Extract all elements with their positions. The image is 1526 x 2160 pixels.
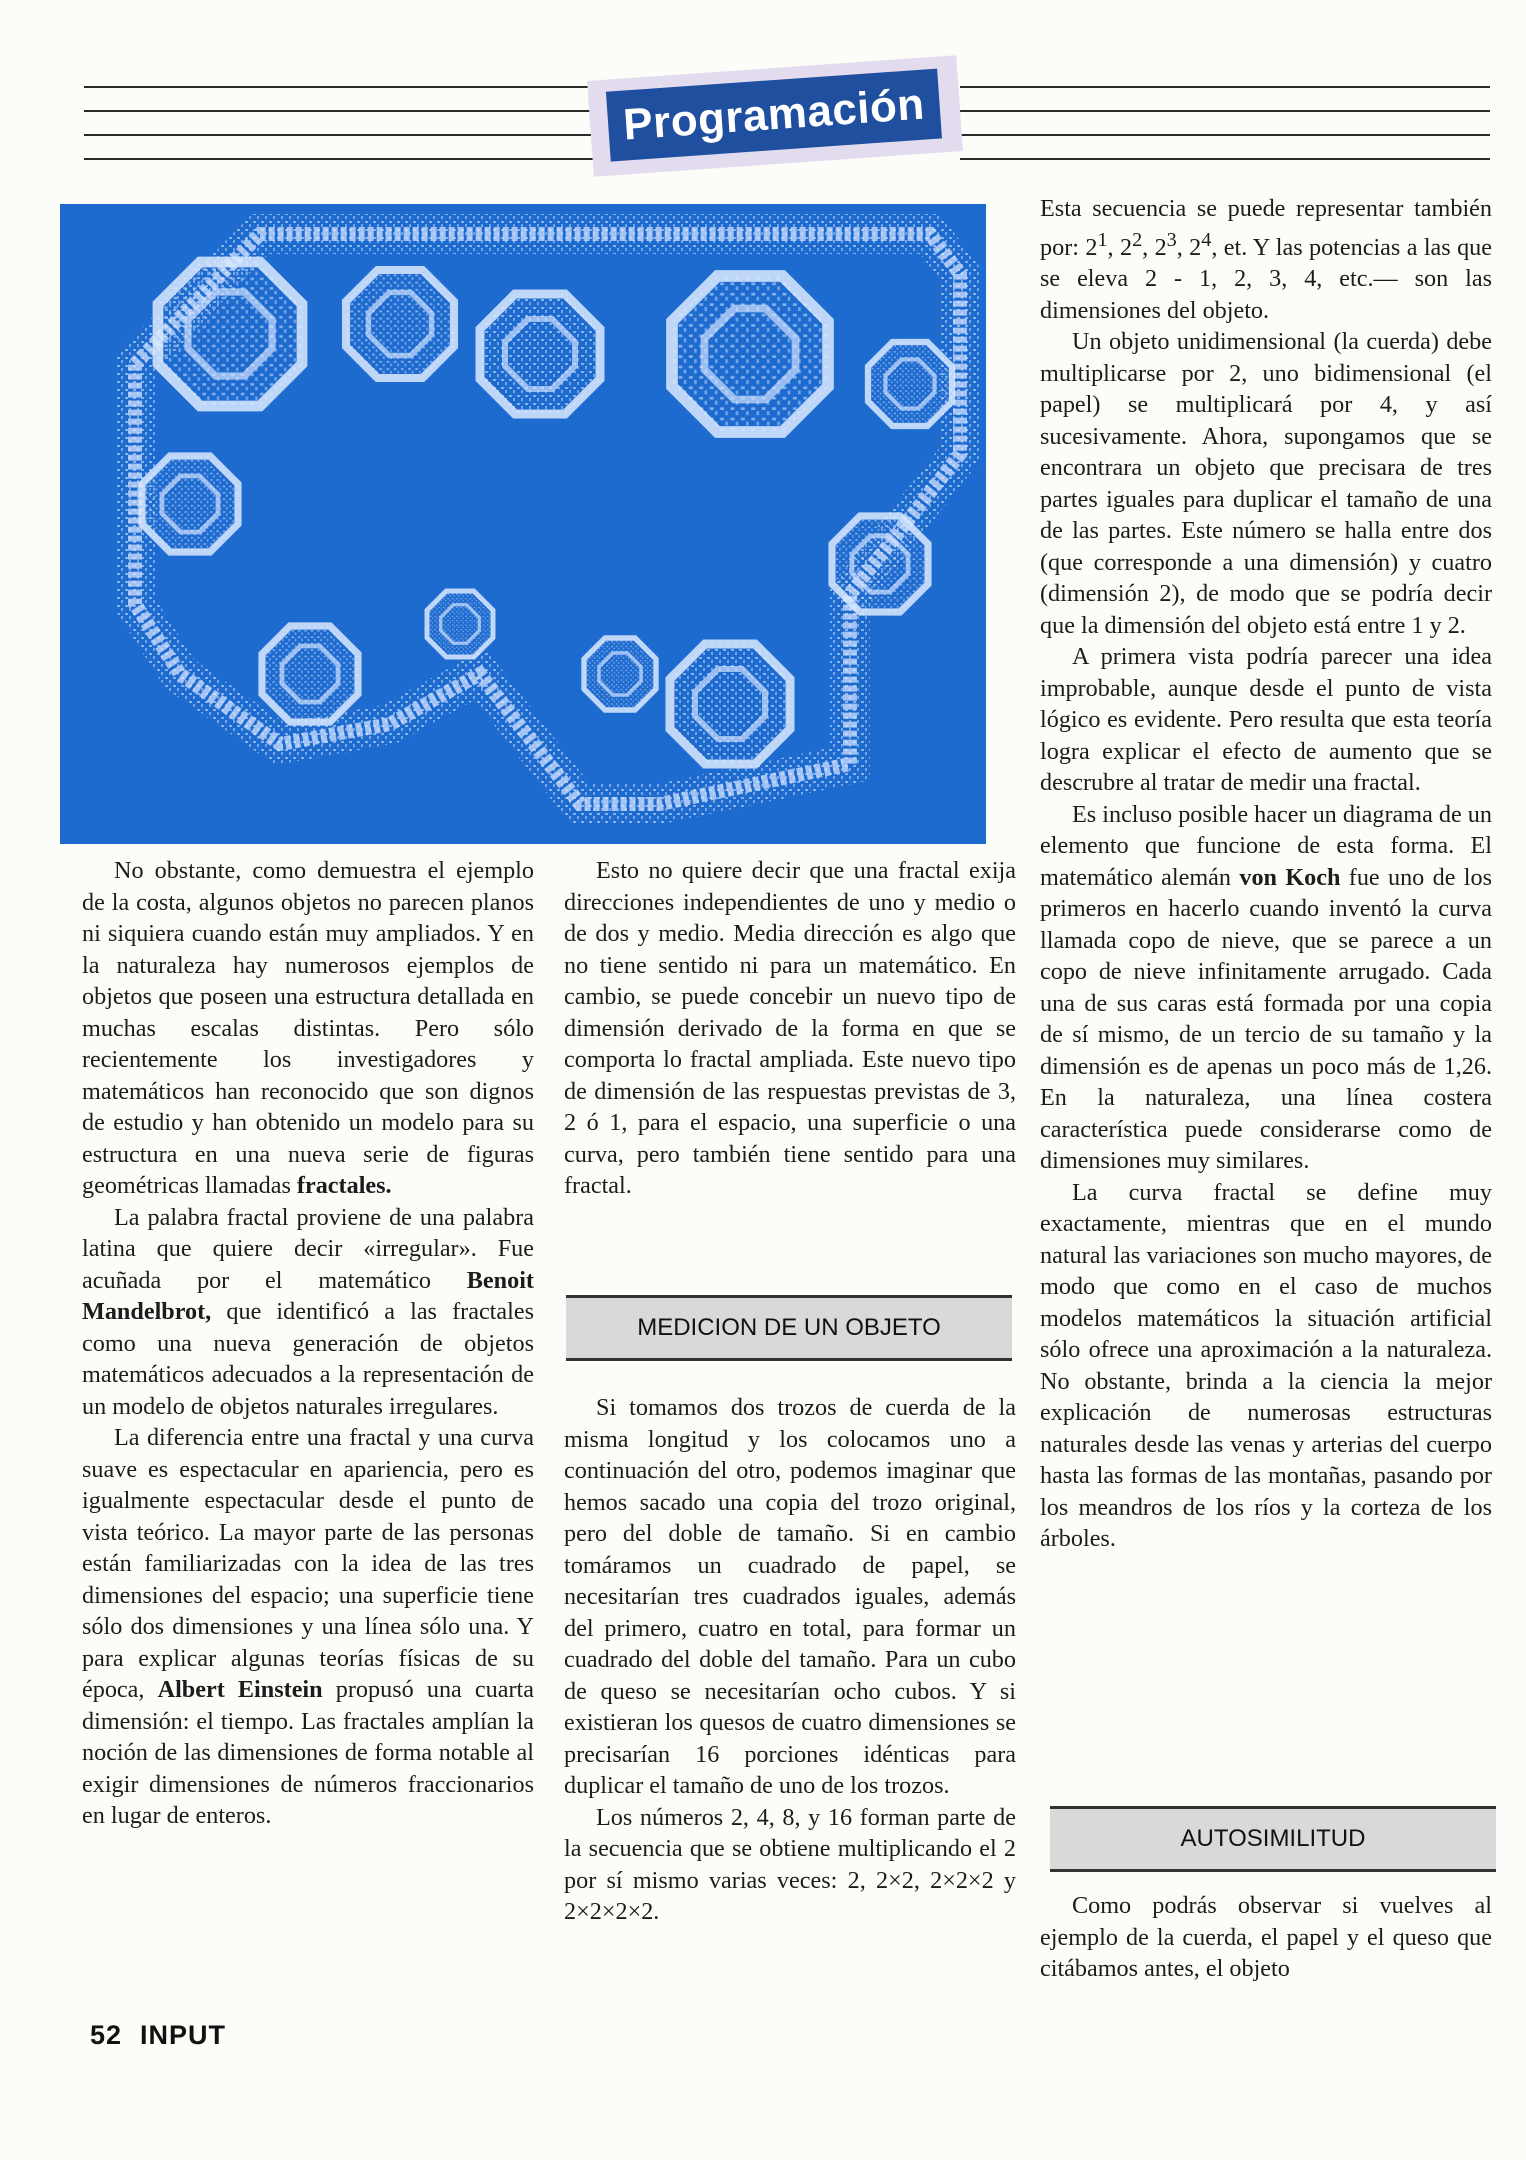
- header-rule: [84, 110, 614, 112]
- page-number: 52: [90, 2020, 123, 2050]
- bold-name: von Koch: [1239, 863, 1341, 891]
- paragraph-text: fue uno de los primeros en hacerlo cuando inventó la curva llamada copo de nieve, que se parece a un copo de nieve infinitamente arrugado. Cada una de sus caras está formada por una copia de sí mismo, de un tercio de su tamaño y la dimensión es de apenas un poco más de 1,26. En la naturaleza, una línea costera característica puede considerarse como de dimensiones muy similares.: [1040, 863, 1492, 1175]
- bold-term: fractales.: [296, 1172, 392, 1199]
- paragraph: Un objeto unidimensional (la cuerda) debe multiplicarse por 2, uno bidimensional (el papel) se multiplicará por 4, y así sucesivamente. Ahora, supongamos que se encontrara un objeto que precisara de tres partes iguales para duplicar el tamaño de una de las partes. Este número se halla entre dos (que corresponde a una dimensión) y cuatro (dimensión 2), de modo que se podría decir que la dimensión del objeto está entre 1 y 2.: [1040, 328, 1492, 639]
- header-rule: [84, 86, 614, 88]
- section-heading-autosimilitud: [1050, 1806, 1496, 1872]
- paragraph-text: No obstante, como demuestra el ejemplo de la costa, algunos objetos no parecen planos ni siquiera cuando están muy ampliados. Y en la naturaleza hay numerosos ejemplos de objetos que poseen una estructura detallada en muchas escalas distintas. Pero sólo recientemente los investigadores y matemáticos han reconocido que son dignos de estudio y han obtenido un modelo para su estructura en una nueva serie de figuras geométricas llamadas: [82, 857, 534, 1199]
- paragraph-text: La diferencia entre una fractal y una curva suave es espectacular en apariencia, pero es igualmente espectacular desde el punto de vista teórico. La mayor parte de las personas están familiarizadas con la idea de las tres dimensiones del espacio; una superficie tiene sólo dos dimensiones y una línea sólo una. Y para explicar algunas teorías físicas de su época,: [82, 1424, 534, 1703]
- paragraph: [82, 855, 534, 1202]
- paragraph-text: , 2: [1107, 233, 1133, 261]
- paragraph: [1040, 193, 1492, 326]
- paragraph-text: propusó una cuarta dimensión: el tiempo. Las fractales amplían la noción de las dimensiones de forma notable al exigir dimensiones de números fraccionarios en lugar de enteros.: [82, 1676, 535, 1829]
- paragraph: Como podrás observar si vuelves al ejemplo de la cuerda, el papel y el queso que citábamos antes, el objeto: [1040, 1892, 1492, 1982]
- paragraph-text: , et. Y las potencias a las que se eleva 2 - 1, 2, 3, 4, etc.— son las dimensiones del objeto.: [1040, 233, 1493, 324]
- paragraph-text: Es incluso posible hacer un diagrama de un elemento que funcione de esta forma. El matemático alemán: [1040, 800, 1492, 891]
- header-rule: [960, 110, 1490, 112]
- header-rule: [84, 134, 614, 136]
- section-heading-text: MEDICION DE UN OBJETO: [637, 1314, 941, 1341]
- column-middle-top: [564, 855, 1016, 1202]
- paragraph: La curva fractal se define muy exactamente, mientras que en el mundo natural las variaciones son mucho mayores, de modo que como en el caso de muchos modelos matemáticos la situación artificial sólo ofrece una aproximación a la naturaleza. No obstante, brinda a la ciencia la mejor explicación de numerosas estructuras naturales desde las venas y arterias del cuerpo hasta las formas de las montañas, pasando por los meandros de los ríos y la corteza de los árboles.: [1040, 1178, 1492, 1553]
- paragraph-text: , 2: [1176, 233, 1202, 261]
- paragraph: [82, 1202, 534, 1423]
- paragraph-text: Esta secuencia se puede representar también por: 2: [1040, 195, 1492, 261]
- paragraph-text: La palabra fractal proviene de una palabra latina que quiere decir «irregular». Fue acuñada por el matemático: [82, 1203, 534, 1294]
- page-footer: [90, 2020, 244, 2051]
- exponent: 1: [1097, 228, 1108, 251]
- header-rule: [960, 134, 1490, 136]
- section-heading-text: AUTOSIMILITUD: [1180, 1825, 1366, 1852]
- bold-name: Albert Einstein: [157, 1676, 323, 1703]
- header-rule: [960, 86, 1490, 88]
- header-rule: [960, 158, 1490, 160]
- magazine-name: INPUT: [140, 2020, 227, 2050]
- paragraph: [82, 1422, 534, 1832]
- koch-fractal-illustration: [60, 204, 986, 844]
- section-heading-medicion: [566, 1295, 1012, 1361]
- column-right: [1040, 193, 1492, 1555]
- bold-name: Benoit Mandelbrot,: [82, 1266, 534, 1325]
- section-banner-label: [606, 69, 942, 162]
- paragraph: [1040, 799, 1492, 1177]
- exponent: 4: [1201, 228, 1212, 251]
- paragraph: A primera vista podría parecer una idea improbable, aunque desde el punto de vista lógico es evidente. Pero resulta que esta teoría logra explicar el efecto de aumento que se descrubre al tratar de medir una fractal.: [1040, 643, 1492, 797]
- paragraph-text: que identificó a las fractales como una nueva generación de objetos matemáticos adecuados a la representación de un modelo de objetos naturales irregulares.: [82, 1298, 535, 1420]
- exponent: 2: [1132, 228, 1143, 251]
- section-title: Programación: [621, 79, 927, 150]
- paragraph: Esto no quiere decir que una fractal exija direcciones independientes de uno y medio o de dos y medio. Media dirección es algo que no tiene sentido ni para un matemático. En cambio, se puede concebir un nuevo tipo de dimensión derivado de la forma en que se comporta lo fractal ampliada. Este nuevo tipo de dimensión de las respuestas previstas de 3, 2 ó 1, para el espacio, una superficie o una curva, pero también tiene sentido para una fractal.: [564, 857, 1016, 1199]
- column-left: [82, 855, 534, 1832]
- column-middle-bottom: [564, 1392, 1016, 1928]
- exponent: 3: [1166, 228, 1177, 251]
- fractal-image: [60, 204, 986, 844]
- header-rule: [84, 158, 614, 160]
- section-banner: [587, 55, 963, 177]
- paragraph-text: , 2: [1142, 233, 1167, 261]
- column-right-bottom: [1040, 1890, 1492, 1985]
- paragraph: Si tomamos dos trozos de cuerda de la misma longitud y los colocamos uno a continuación del otro, podemos imaginar que hemos sacado una copia del trozo original, pero del doble de tamaño. Si en cambio tomáramos un cuadrado de papel, se necesitarían tres cuadrados iguales, además del primero, cuatro en total, para formar un cuadrado del doble del tamaño. Para un cubo de queso se necesitarían ocho cubos. Y si existieran los quesos de cuatro dimensiones se precisarían 16 porciones idénticas para duplicar el tamaño de uno de los trozos.: [564, 1394, 1016, 1799]
- paragraph: Los números 2, 4, 8, y 16 forman parte de la secuencia que se obtiene multiplicando el 2 por sí mismo varias veces: 2, 2×2, 2×2×2 y 2×2×2×2.: [564, 1803, 1016, 1925]
